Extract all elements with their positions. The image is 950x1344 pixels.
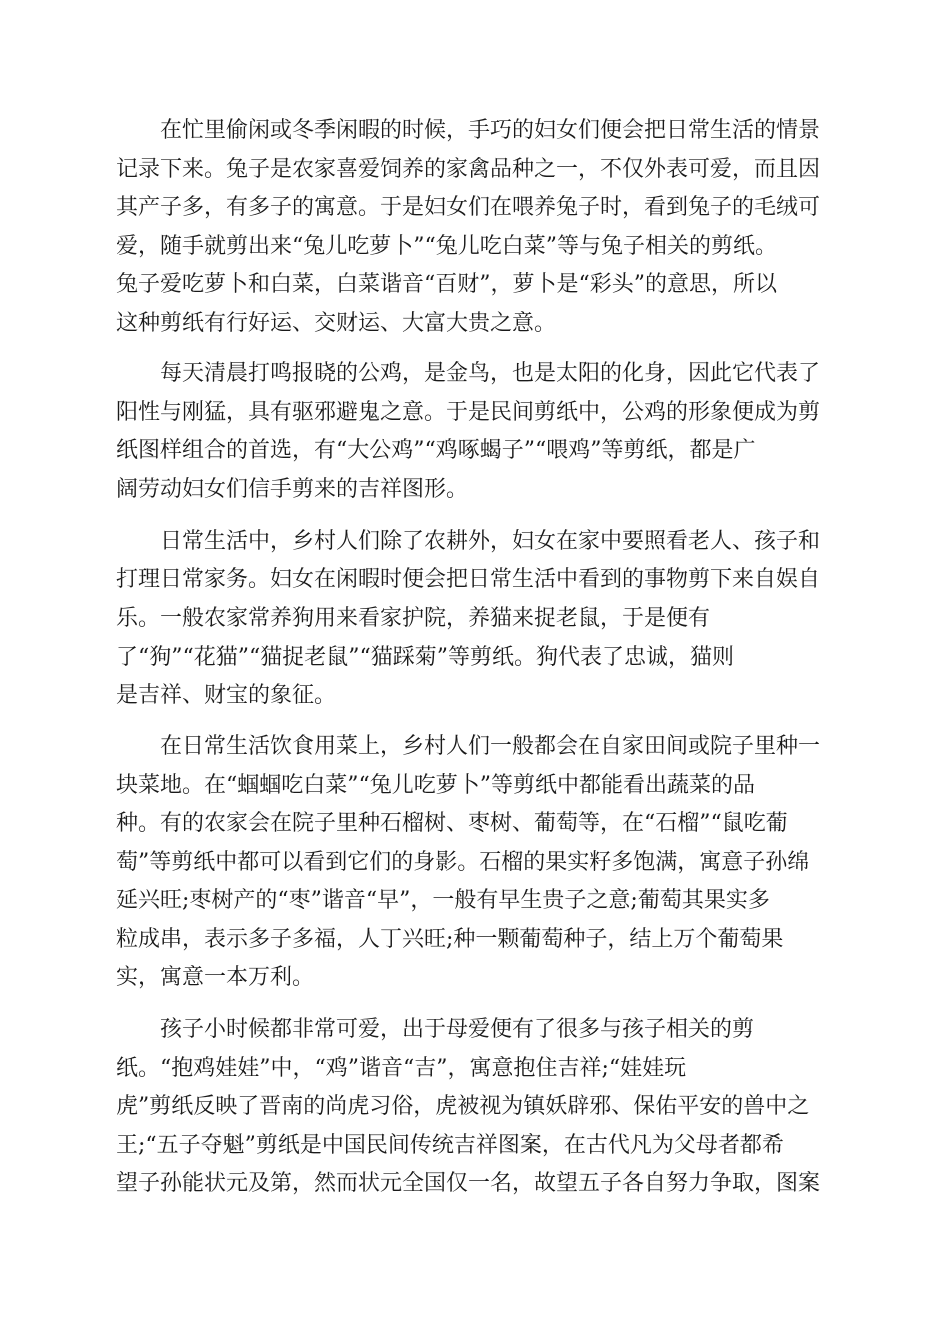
- paragraph-5-line-1: 孩子小时候都非常可爱，出于母爱便有了很多与孩子相关的剪: [160, 1017, 755, 1042]
- paragraph-3-line-2: 打理日常家务。妇女在闲暇时便会把日常生活中看到的事物剪下来自娱自: [116, 567, 821, 592]
- paragraph-3-line-4: 了“狗”“花猫”“猫捉老鼠”“猫踩菊”等剪纸。狗代表了忠诚，猫则: [116, 645, 734, 670]
- paragraph-1-line-3: 其产子多，有多子的寓意。于是妇女们在喂养兔子时，看到兔子的毛绒可: [116, 195, 821, 220]
- paragraph-4-line-7: 实，寓意一本万利。: [116, 965, 315, 990]
- paragraph-1-line-2: 记录下来。兔子是农家喜爱饲养的家禽品种之一，不仅外表可爱，而且因: [116, 157, 821, 182]
- paragraph-1-line-4: 爱，随手就剪出来“兔儿吃萝卜”“兔儿吃白菜”等与兔子相关的剪纸。: [116, 234, 777, 259]
- paragraph-3-line-5: 是吉祥、财宝的象征。: [116, 683, 337, 708]
- paragraph-1-line-1: 在忙里偷闲或冬季闲暇的时候，手巧的妇女们便会把日常生活的情景: [160, 118, 821, 143]
- paragraph-1-line-5: 兔子爱吃萝卜和白菜，白菜谐音“百财”，萝卜是“彩头”的意思，所以: [116, 272, 777, 297]
- paragraph-5-line-5: 望子孙能状元及第，然而状元全国仅一名，故望五子各自努力争取，图案: [116, 1171, 821, 1196]
- paragraph-4-line-3: 种。有的农家会在院子里种石榴树、枣树、葡萄等，在“石榴”“鼠吃葡: [116, 811, 788, 836]
- paragraph-1-line-6: 这种剪纸有行好运、交财运、大富大贵之意。: [116, 311, 557, 336]
- paragraph-4-line-6: 粒成串，表示多子多福，人丁兴旺;种一颗葡萄种子，结上万个葡萄果: [116, 927, 784, 952]
- paragraph-4-line-1: 在日常生活饮食用菜上，乡村人们一般都会在自家田间或院子里种一: [160, 734, 821, 759]
- paragraph-3-line-1: 日常生活中，乡村人们除了农耕外，妇女在家中要照看老人、孩子和: [160, 529, 821, 554]
- paragraph-2-line-2: 阳性与刚猛，具有驱邪避鬼之意。于是民间剪纸中，公鸡的形象便成为剪: [116, 400, 821, 425]
- paragraph-3-line-3: 乐。一般农家常养狗用来看家护院，养猫来捉老鼠，于是便有: [116, 606, 711, 631]
- paragraph-2-line-3: 纸图样组合的首选，有“大公鸡”“鸡啄蝎子”“喂鸡”等剪纸，都是广: [116, 438, 756, 463]
- paragraph-4-line-4: 萄”等剪纸中都可以看到它们的身影。石榴的果实籽多饱满，寓意子孙绵: [116, 850, 810, 875]
- paragraph-5-line-3: 虎”剪纸反映了晋南的尚虎习俗，虎被视为镇妖辟邪、保佑平安的兽中之: [116, 1094, 810, 1119]
- paragraph-2-line-1: 每天清晨打鸣报晓的公鸡，是金鸟，也是太阳的化身，因此它代表了: [160, 361, 821, 386]
- paragraph-4-line-2: 块菜地。在“蝈蝈吃白菜”“兔儿吃萝卜”等剪纸中都能看出蔬菜的品: [116, 773, 755, 798]
- paragraph-5-line-2: 纸。“抱鸡娃娃”中，“鸡”谐音“吉”，寓意抱住吉祥;“娃娃玩: [116, 1056, 687, 1081]
- paragraph-2-line-4: 阔劳动妇女们信手剪来的吉祥图形。: [116, 477, 469, 502]
- paragraph-4-line-5: 延兴旺;枣树产的“枣”谐音“早”，一般有早生贵子之意;葡萄其果实多: [116, 888, 770, 913]
- paragraph-5-line-4: 王;“五子夺魁”剪纸是中国民间传统吉祥图案，在古代凡为父母者都希: [116, 1133, 784, 1158]
